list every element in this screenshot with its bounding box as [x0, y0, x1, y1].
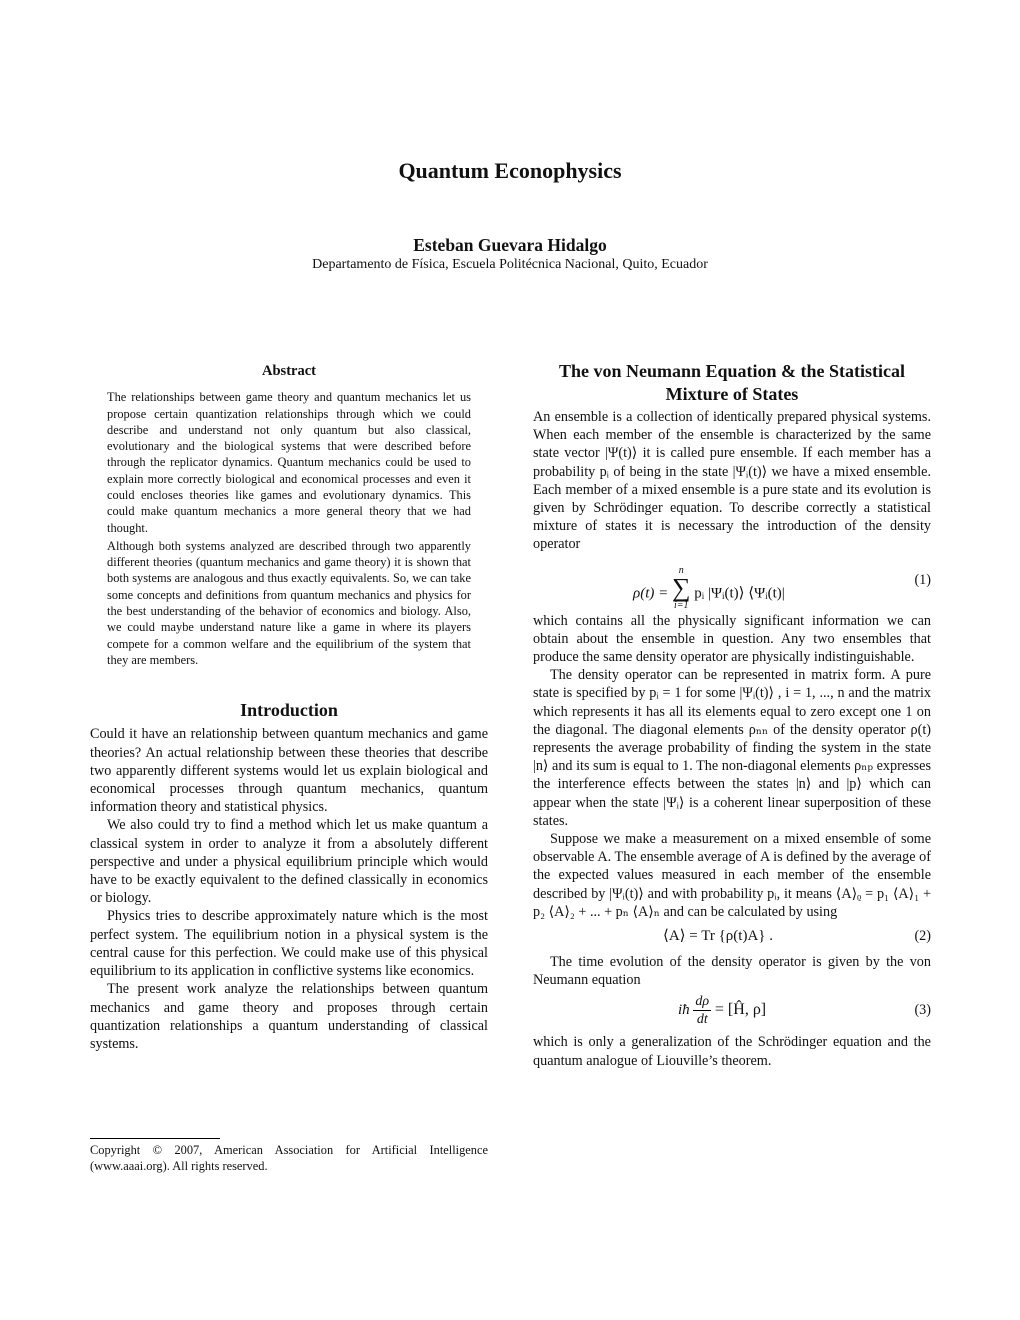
equation-3 — [533, 989, 931, 1033]
intro-paragraph: Physics tries to describe approximately nature which is the most perfect system. The equilibrium notion in a physical system is the central cause for this perfection. We could make use of this physical equilibrium to its application in conflictive systems like economics. — [90, 908, 488, 980]
equation-3-lhs: iħ — [678, 1002, 690, 1019]
fraction-numerator: dρ — [695, 994, 710, 1010]
section-heading: The von Neumann Equation & the Statistical Mixture of States — [558, 361, 906, 404]
sigma-glyph: ∑ — [671, 572, 691, 602]
abstract-paragraph: The relationships between game theory and quantum mechanics let us propose certain quantization relationships through which we could describe and understand not only quantum but also classical, evolutionary and the biological systems that were described before through the replicator dynamics. Quantum mechanics could be used to explain more correctly biological and economical processes and even it could encloses theories like games and evolutionary dynamics. This could make quantum mechanics a more general theory that we had thought. — [107, 390, 471, 535]
section-paragraph: An ensemble is a collection of identically prepared physical systems. When each member of the ensemble is characterized by the same state vector |Ψ(t)⟩ it is called pure ensemble. If each member has a probability pᵢ of being in the state |Ψᵢ(t)⟩ we have a mixed ensemble. Each member of a mixed ensemble is a pure state and its evolution is given by Schrödinger equation. To describe correctly a statistical mixture of states it is necessary the introduction of the density operator — [533, 409, 931, 553]
equation-1-number: (1) — [914, 571, 931, 588]
abstract-body — [107, 389, 471, 668]
equation-2-number: (2) — [914, 928, 931, 945]
section-paragraph: which contains all the physically significant information we can obtain about the ensemble in question. Any two ensembles that produce the same density operator are physically indistinguishable. — [533, 612, 931, 666]
copyright-text: Copyright © 2007, American Association for Artificial Intelligence (www.aaai.org). All rights reserved. — [90, 1143, 488, 1173]
footnote-rule — [90, 1138, 220, 1139]
summation-upper: n — [678, 564, 684, 576]
intro-paragraph: The present work analyze the relationships between quantum mechanics and game theory and proposes through certain quantization relationships a quantum understanding of classical systems. — [90, 981, 488, 1052]
abstract-heading: Abstract — [262, 363, 316, 379]
introduction-heading: Introduction — [240, 700, 338, 721]
abstract-paragraph: Although both systems analyzed are described through two apparently different theories (quantum mechanics and game theory) it is shown that both systems are analogous and thus exactly equivalents. So, we can take some concepts and definitions from quantum mechanics and physics for the best understanding of the behavior of economics and biology. Also, we could maybe understand nature like a game in where its players compete for a common welfare and the equilibrium of the system that they are members. — [107, 538, 471, 667]
equation-3-body — [678, 993, 766, 1028]
author-name: Esteban Guevara Hidalgo — [413, 235, 607, 255]
fraction-denominator: dt — [696, 1012, 708, 1028]
copyright-footnote — [90, 1138, 488, 1174]
equation-1-rhs: pᵢ |Ψᵢ(t)⟩ ⟨Ψᵢ(t)| — [694, 585, 785, 602]
equation-3-rhs: = [Ĥ, ρ] — [714, 1001, 767, 1019]
intro-paragraph: We also could try to find a method which let us make quantum a classical system in order to analyze it from a absolutely different perspective and under a physical equilibrium principle which would have to be exactly equivalent to the defined classically in economics or biology. — [90, 817, 488, 907]
right-column — [533, 360, 931, 1070]
equation-1-body — [633, 564, 785, 617]
equation-3-number: (3) — [914, 1002, 931, 1019]
intro-paragraph: Could it have an relationship between quantum mechanics and game theories? An actual relationship between these theories that describe two apparently different systems would let us explain biological and economical processes through quantum mechanics, quantum information theory and statistical physics. — [90, 726, 488, 816]
equation-2-body: ⟨A⟩ = Tr {ρ(t)A} . — [663, 928, 773, 945]
equation-1-lhs: ρ(t) = — [633, 585, 669, 602]
derivative-fraction — [693, 993, 711, 1028]
section-paragraph: The time evolution of the density operator is given by the von Neumann equation — [533, 954, 931, 989]
left-column — [90, 362, 488, 1053]
summation-lower: i=1 — [673, 599, 689, 611]
summation-sign — [672, 565, 691, 611]
equation-1 — [533, 554, 931, 612]
section-paragraph: The density operator can be represented in matrix form. A pure state is specified by pᵢ = 1 for some |Ψᵢ(t)⟩ , i = 1, ..., n and the matrix which represents it has all its elements equal to zero except one 1 on the diagonal. The diagonal elements ρₙₙ of the density operator ρ(t) represents the average probability of finding the system in the state |n⟩ and its sum is equal to 1. The non-diagonal elements ρₙₚ expresses the interference effects between the states |n⟩ and |p⟩ which can appear when the state |Ψᵢ⟩ is a coherent linear superposition of these states. — [533, 667, 931, 829]
section-paragraph: which is only a generalization of the Schrödinger equation and the quantum analogue of Liouville’s theorem. — [533, 1034, 931, 1069]
section-paragraph: Suppose we make a measurement on a mixed ensemble of some observable A. The ensemble average of A is defined by the average of the expected values measured in each member of the ensemble described by |Ψᵢ(t)⟩ and with probability pᵢ, it means ⟨A⟩ᵨ = p₁ ⟨A⟩₁ + p₂ ⟨A⟩₂ + ... + pₙ ⟨A⟩ₙ and can be calculated by using — [533, 831, 931, 920]
author-affiliation: Departamento de Física, Escuela Politécnica Nacional, Quito, Ecuador — [312, 257, 708, 272]
equation-2 — [533, 921, 931, 953]
paper-title: Quantum Econophysics — [398, 158, 622, 183]
